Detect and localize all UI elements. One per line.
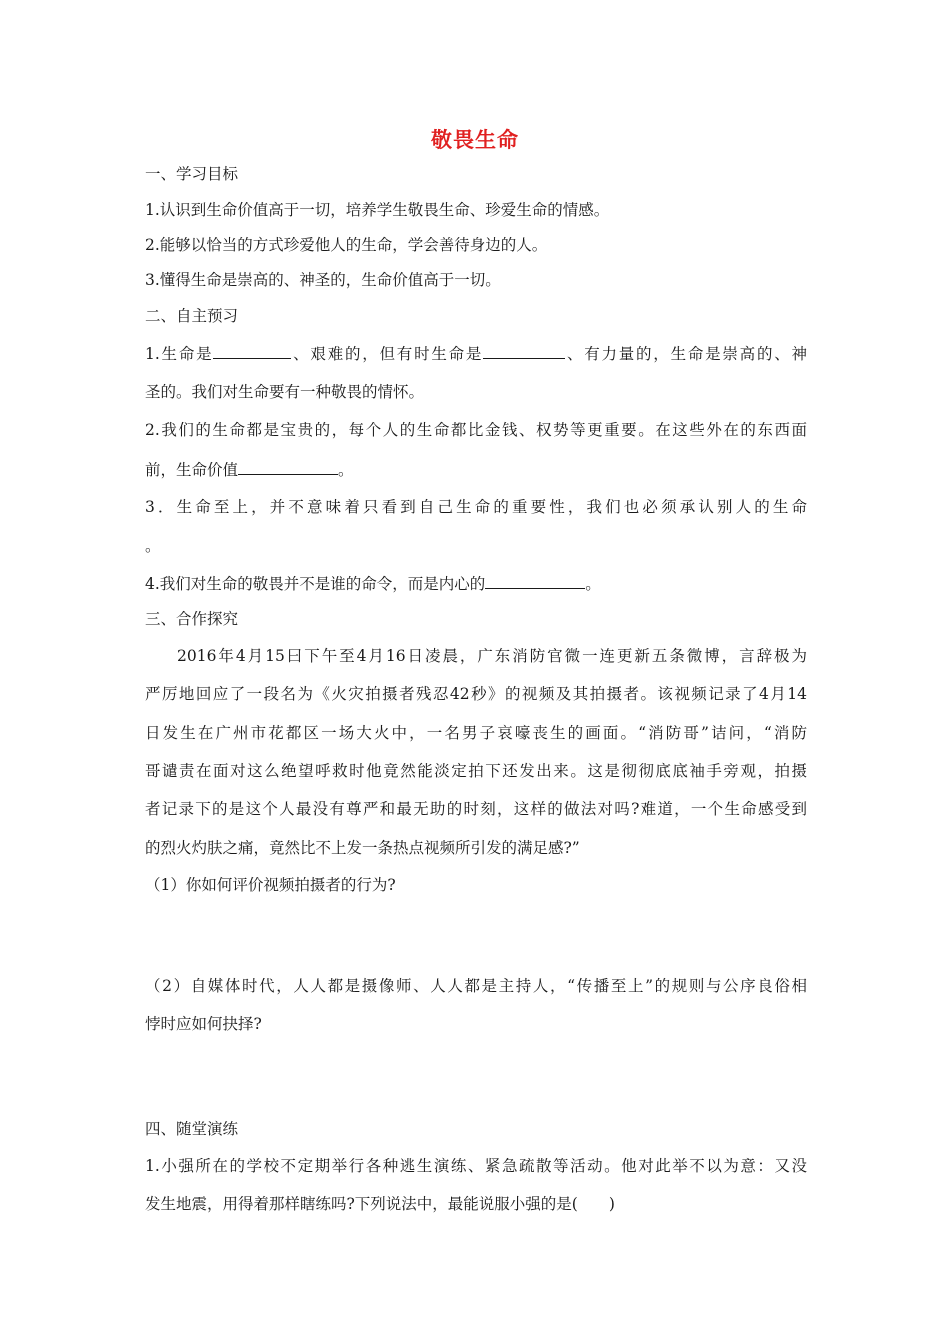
fill-blank[interactable]: [238, 458, 338, 475]
practice-question-1-cont: 发生地震，用得着那样瞎练吗?下列说法中，最能说服小强的是( ): [145, 1195, 615, 1213]
case-paragraph-line: 严厉地回应了一段名为《火灾拍摄者残忍42秒》的视频及其拍摄者。该视频记录了4月14: [145, 685, 807, 703]
preview-question-3: 3．生命至上，并不意味着只看到自己生命的重要性，我们也必须承认别人的生命: [145, 498, 807, 516]
inquiry-question-2-cont: 悖时应如何抉择?: [145, 1015, 262, 1033]
section-heading-preview: 二、自主预习: [145, 307, 239, 325]
inquiry-question-1: （1）你如何评价视频拍摄者的行为?: [145, 876, 396, 894]
case-paragraph-line: 哥谴责在面对这么绝望呼救时他竟然能淡定拍下还发出来。这是彻彻底底袖手旁观，拍摄: [145, 762, 807, 780]
preview-question-2: 2.我们的生命都是宝贵的，每个人的生命都比金钱、权势等更重要。在这些外在的东西面: [145, 421, 807, 439]
page-title: 敬畏生命: [431, 128, 519, 152]
preview-question-1: [145, 342, 807, 365]
section-heading-practice: 四、随堂演练: [145, 1120, 239, 1138]
goal-item-2: 2.能够以恰当的方式珍爱他人的生命，学会善待身边的人。: [145, 236, 548, 254]
case-paragraph-line: 的烈火灼肤之痛，竟然比不上发一条热点视频所引发的满足感?”: [145, 839, 580, 857]
preview-question-4: [145, 572, 807, 595]
section-heading-goals: 一、学习目标: [145, 165, 239, 183]
case-paragraph-line: 2016年4月15曰下午至4月16日凌晨，广东消防官微一连更新五条微博，言辞极为: [177, 647, 807, 665]
fill-blank[interactable]: [483, 342, 565, 359]
preview-question-3-cont: 。: [145, 537, 161, 555]
preview-question-1-cont: 圣的。我们对生命要有一种敬畏的情怀。: [145, 383, 425, 401]
fill-blank[interactable]: [485, 572, 585, 589]
goal-item-1: 1.认识到生命价值高于一切，培养学生敬畏生命、珍爱生命的情感。: [145, 201, 610, 219]
practice-question-1: 1.小强所在的学校不定期举行各种逃生演练、紧急疏散等活动。他对此举不以为意：又没: [145, 1157, 807, 1175]
fill-blank[interactable]: [213, 342, 291, 359]
question-text: 、有力量的，生命是崇高的、神: [565, 345, 807, 363]
question-text: 、艰难的，但有时生命是: [291, 345, 484, 363]
case-paragraph-line: 日发生在广州市花都区一场大火中，一名男子哀嚎丧生的画面。“消防哥”诘问，“消防: [145, 724, 807, 742]
preview-question-2-cont: [145, 458, 807, 481]
goal-item-3: 3.懂得生命是崇高的、神圣的，生命价值高于一切。: [145, 271, 501, 289]
section-heading-inquiry: 三、合作探究: [145, 610, 239, 628]
question-text: 1.生命是: [145, 345, 214, 363]
case-paragraph-line: 者记录下的是这个人最没有尊严和最无助的时刻，这样的做法对吗?难道，一个生命感受到: [145, 800, 807, 818]
question-text: 4.我们对生命的敬畏并不是谁的命令，而是内心的: [145, 575, 486, 593]
question-text: 。: [585, 575, 601, 593]
question-text: 。: [338, 461, 354, 479]
question-text: 前，生命价值: [145, 461, 239, 479]
inquiry-question-2: （2）自媒体时代，人人都是摄像师、人人都是主持人，“传播至上”的规则与公序良俗相: [145, 977, 807, 995]
